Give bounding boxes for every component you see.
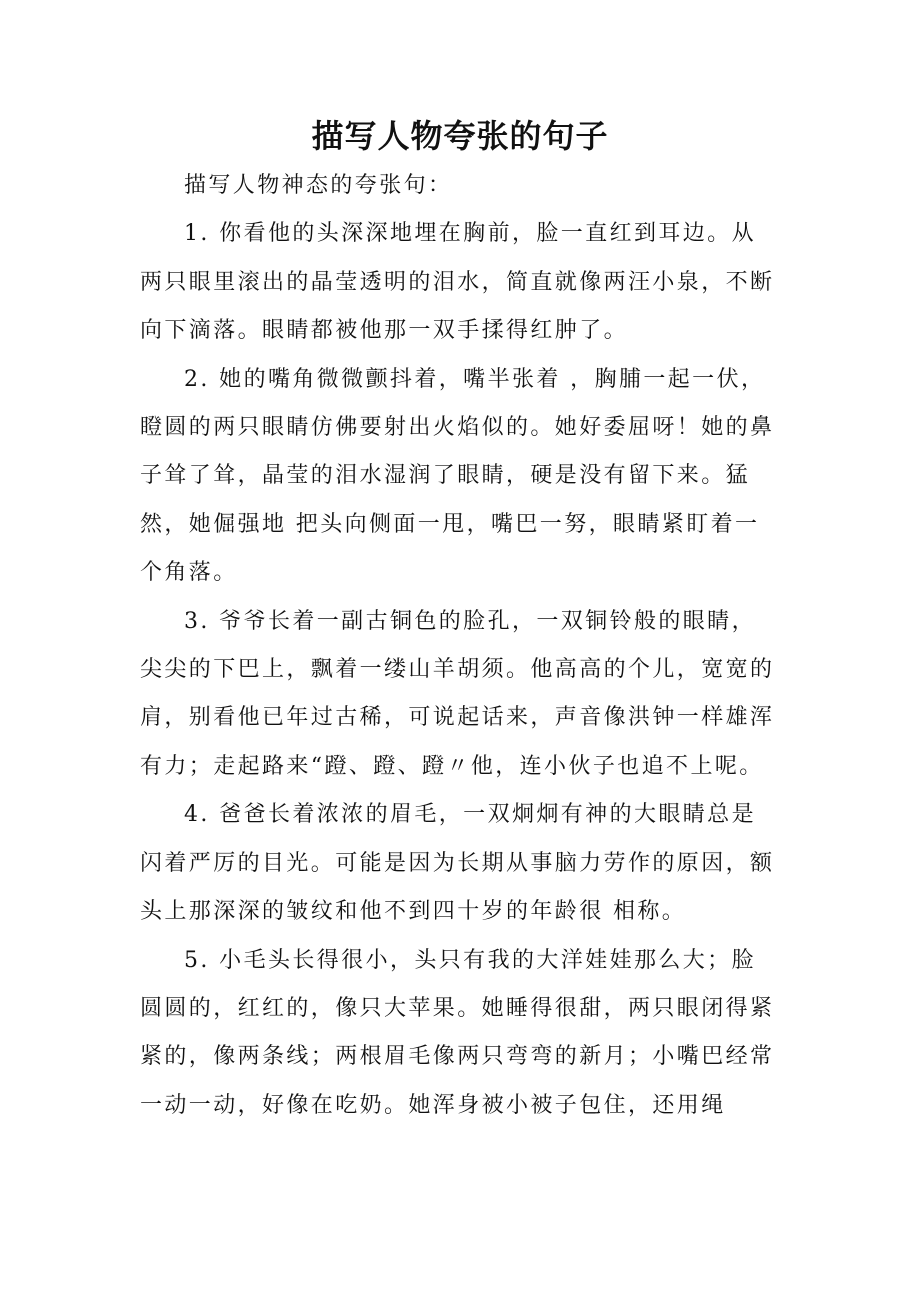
intro-paragraph: 描写人物神态的夸张句： (184, 173, 453, 198)
paragraph-5: 5. 小毛头长得很小，头只有我的大洋娃娃那么大；脸圆圆的，红红的，像只大苹果。她睡得很甜，两只眼闭得紧紧的，像两条线；两根眉毛像两只弯弯的新月；小嘴巴经常一动一动，好像在吃奶。她浑身被小被子包住，还用绳 (140, 947, 775, 1118)
paragraph-4: 4. 爸爸长着浓浓的眉毛，一双炯炯有神的大眼睛总是闪着严厉的目光。可能是因为长期从事脑力劳作的原因，额头上那深深的皱纹和他不到四十岁的年龄很 相称。 (140, 802, 775, 925)
document-title: 描写人物夸张的句子 (311, 117, 609, 155)
document-body (140, 162, 776, 1130)
paragraph-1: 1. 你看他的头深深地埋在胸前，脸一直红到耳边。从两只眼里滚出的晶莹透明的泪水，简直就像两汪小泉，不断向下滴落。眼睛都被他那一双手揉得红肿了。 (140, 221, 775, 344)
paragraph-3: 3. 爷爷长着一副古铜色的脸孔，一双铜铃般的眼睛，尖尖的下巴上，飘着一缕山羊胡须。他高高的个儿，宽宽的肩，别看他已年过古稀，可说起话来，声音像洪钟一样雄浑有力；走起路来“蹬、蹬、蹬〃他，连小伙子也追不上呢。 (140, 608, 775, 779)
paragraph-2: 2. 她的嘴角微微颤抖着，嘴半张着 ，胸脯一起一伏，瞪圆的两只眼睛仿佛要射出火焰似的。她好委屈呀！她的鼻子耸了耸，晶莹的泪水湿润了眼睛，硬是没有留下来。猛然，她倔强地 把头向侧面一甩，嘴巴一努，眼睛紧盯着一个角落。 (140, 366, 775, 586)
